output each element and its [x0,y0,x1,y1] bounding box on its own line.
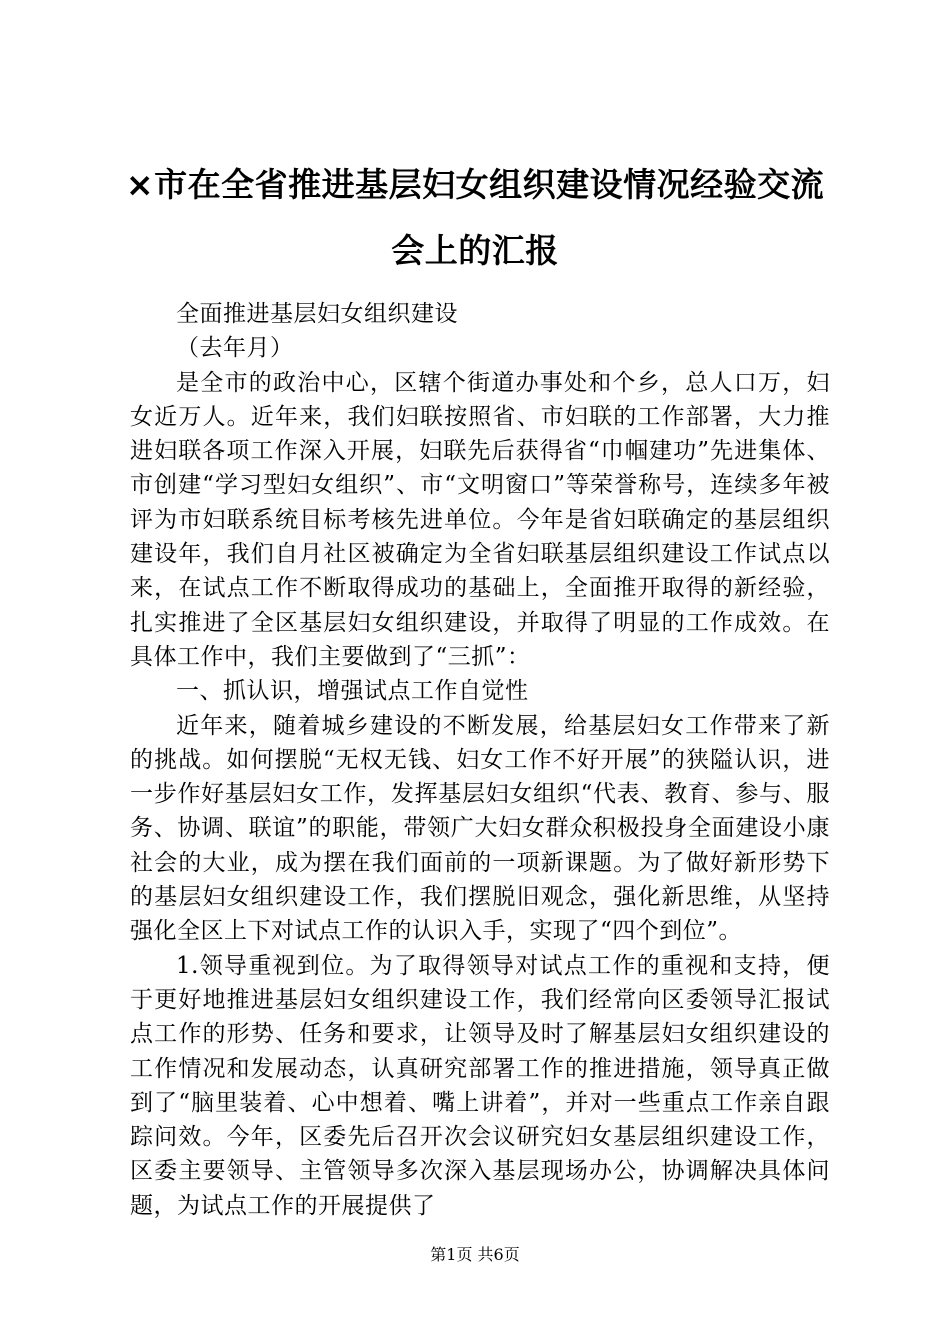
document-body [130,297,830,1223]
page-number-footer: 第1页 共6页 [430,1245,520,1264]
paragraph-point-1: 1.领导重视到位。为了取得领导对试点工作的重视和支持，便于更好地推进基层妇女组织建设工作，我们经常向区委领导汇报试点工作的形势、任务和要求，让领导及时了解基层妇女组织建设的工作情况和发展动态，认真研究部署工作的推进措施，领导真正做到了“脑里装着、心中想着、嘴上讲着”，并对一些重点工作亲自跟踪问效。今年，区委先后召开次会议研究妇女基层组织建设工作，区委主要领导、主管领导多次深入基层现场办公，协调解决具体问题，为试点工作的开展提供了 [130,952,830,1219]
date-line: （去年月） [176,335,294,362]
document-title: ×市在全省推进基层妇女组织建设情况经验交流会上的汇报 [125,165,825,270]
section-heading-1: 一、抓认识，增强试点工作自觉性 [176,678,529,705]
paragraph-intro: 是全市的政治中心，区辖个街道办事处和个乡，总人口万，妇女近万人。近年来，我们妇联按照省、市妇联的工作部署，大力推进妇联各项工作深入开展，妇联先后获得省“巾帼建功”先进集体、市创建“学习型妇女组织”、市“文明窗口”等荣誉称号，连续多年被评为市妇联系统目标考核先进单位。今年是省妇联确定的基层组织建设年，我们自月社区被确定为全省妇联基层组织建设工作试点以来，在试点工作不断取得成功的基础上，全面推开取得的新经验，扎实推进了全区基层妇女组织建设，并取得了明显的工作成效。在具体工作中，我们主要做到了“三抓”： [130,369,830,670]
subtitle: 全面推进基层妇女组织建设 [176,301,458,327]
paragraph-section-1: 近年来，随着城乡建设的不断发展，给基层妇女工作带来了新的挑战。如何摆脱“无权无钱、妇女工作不好开展”的狭隘认识，进一步作好基层妇女工作，发挥基层妇女组织“代表、教育、参与、服务、协调、联谊”的职能，带领广大妇女群众积极投身全面建设小康社会的大业，成为摆在我们面前的一项新课题。为了做好新形势下的基层妇女组织建设工作，我们摆脱旧观念，强化新思维，从坚持强化全区上下对试点工作的认识入手，实现了“四个到位”。 [130,712,830,945]
